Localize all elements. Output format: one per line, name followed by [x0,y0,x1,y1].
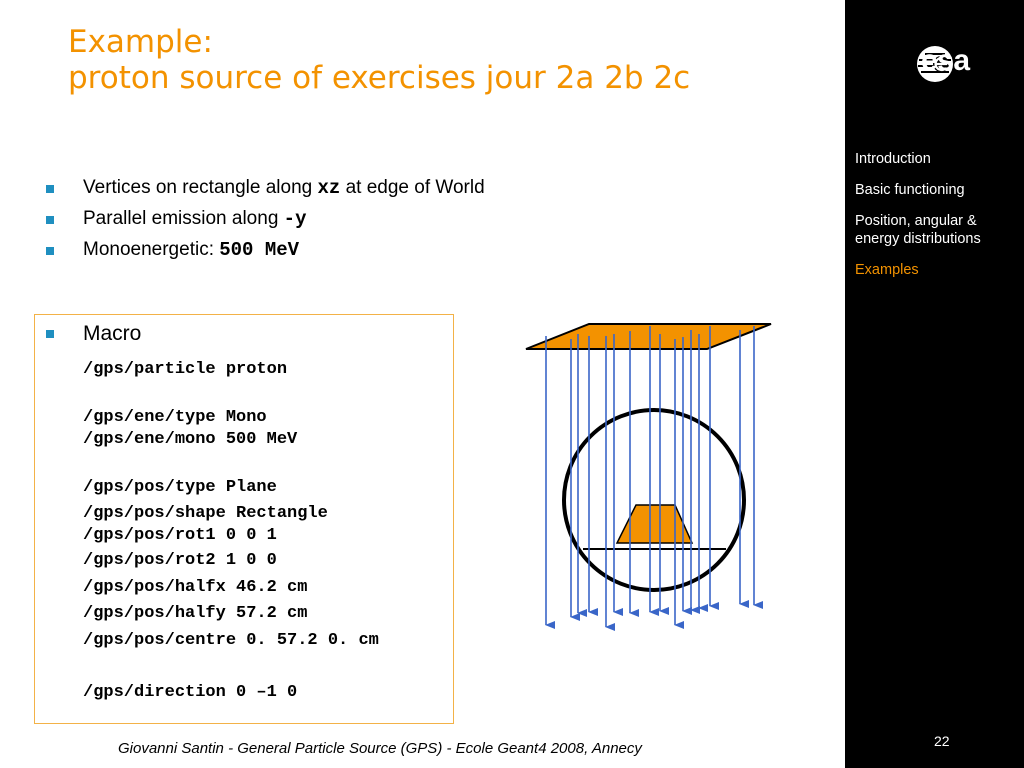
bullet-text: at edge of World [340,177,485,198]
macro-command: /gps/particle proton [83,360,288,379]
macro-heading-text: Macro [83,322,142,345]
nav-item-distributions-line-1[interactable]: Position, angular & [855,213,977,229]
target-trapezoid [617,505,692,543]
macro-command: /gps/pos/type Plane [83,478,277,497]
macro-command: /gps/ene/mono 500 MeV [83,430,298,449]
macro-command: /gps/pos/rot2 1 0 0 [83,551,277,570]
slide-title-line-2: proton source of exercises jour 2a 2b 2c [68,60,691,96]
slide-footer: Giovanni Santin - General Particle Source (GPS) - Ecole Geant4 2008, Annecy [118,740,642,757]
macro-command: /gps/pos/centre 0. 57.2 0. cm [83,631,379,650]
nav-item-introduction[interactable]: Introduction [855,151,931,167]
macro-command: /gps/direction 0 –1 0 [83,683,298,702]
source-plane [526,324,771,349]
particle-arrows [546,326,754,627]
bullet-text: Parallel emission along [83,208,284,229]
slide-title-line-1: Example: [68,24,213,60]
world-circle [564,410,744,590]
page-number: 22 [934,733,950,749]
macro-command: /gps/pos/halfx 46.2 cm [83,578,308,597]
macro-command: /gps/pos/halfy 57.2 cm [83,604,308,623]
bullet-code: xz [317,177,341,199]
macro-command: /gps/pos/rot1 0 0 1 [83,526,277,545]
nav-item-distributions-line-2[interactable]: energy distributions [855,231,981,247]
esa-logo-text: esa [921,44,970,77]
bullet-code: 500 MeV [219,239,300,261]
bullet-text: Monoenergetic: [83,239,220,260]
macro-command: /gps/ene/type Mono [83,408,267,427]
nav-item-examples[interactable]: Examples [855,262,919,278]
bullet-code: -y [283,208,307,230]
nav-item-basic-functioning[interactable]: Basic functioning [855,182,965,198]
macro-command: /gps/pos/shape Rectangle [83,504,328,523]
bullet-text: Vertices on rectangle along [83,177,318,198]
